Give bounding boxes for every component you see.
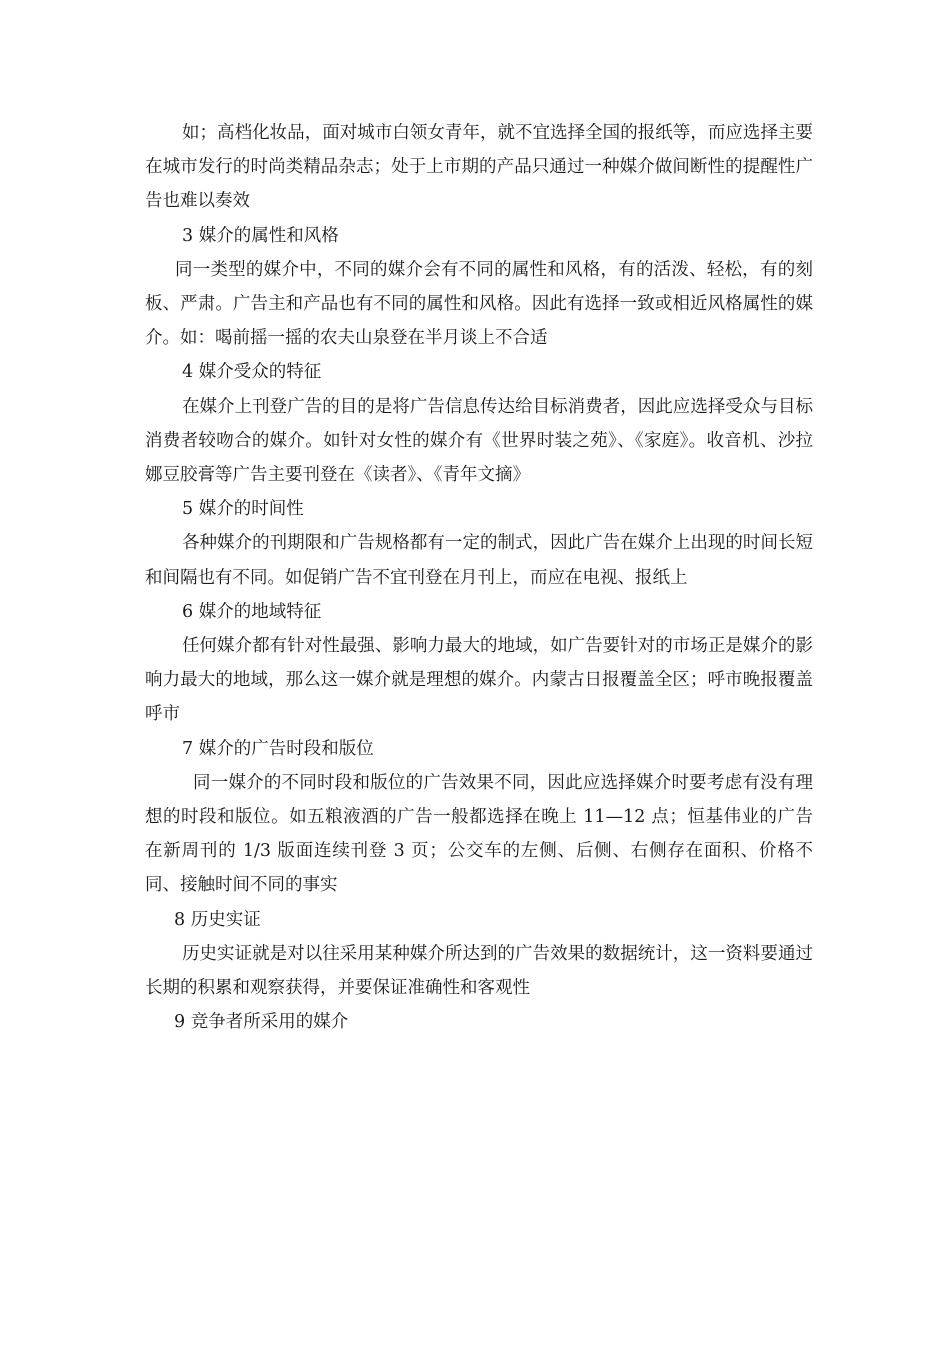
paragraph-audience-features: 在媒介上刊登广告的目的是将广告信息传达给目标消费者，因此应选择受众与目标消费者较吻合的媒介。如针对女性的媒介有《世界时装之苑》、《家庭》。收音机、沙拉娜豆胶膏等广告主要刊登在《读者》、《青年文摘》 <box>145 396 813 486</box>
heading-competitor-media: 9 竞争者所采用的媒介 <box>174 1012 349 1033</box>
heading-regional-features: 6 媒介的地域特征 <box>182 601 322 622</box>
paragraph-historical-evidence: 历史实证就是对以往采用某种媒介所达到的广告效果的数据统计，这一资料要通过长期的积累和观察获得，并要保证准确性和客观性 <box>145 943 813 999</box>
paragraph-media-timing: 各种媒介的刊期限和广告规格都有一定的制式，因此广告在媒介上出现的时间长短和间隔也有不同。如促销广告不宜刊登在月刊上，而应在电视、报纸上 <box>145 533 813 588</box>
heading-media-attributes: 3 媒介的属性和风格 <box>182 225 339 246</box>
heading-historical-evidence: 8 历史实证 <box>174 909 261 930</box>
heading-media-timing: 5 媒介的时间性 <box>182 499 304 520</box>
paragraph-time-slot-position: 同一媒介的不同时段和版位的广告效果不同，因此应选择媒介时要考虑有没有理想的时段和版位。如五粮液酒的广告一般都选择在晚上 11—12 点；恒基伟业的广告在新周刊的 1/3 版面连续刊登 3 页；公交车的左侧、后侧、右侧存在面积、价格不同、接触时间不同的事实 <box>145 772 813 896</box>
paragraph-media-attributes: 同一类型的媒介中，不同的媒介会有不同的属性和风格，有的活泼、轻松，有的刻板、严肃。广告主和产品也有不同的属性和风格。因此有选择一致或相近风格属性的媒介。如：喝前摇一摇的农夫山泉登在半月谈上不合适 <box>145 259 813 349</box>
paragraph-cosmetics-example: 如；高档化妆品，面对城市白领女青年，就不宜选择全国的报纸等，而应选择主要在城市发行的时尚类精品杂志；处于上市期的产品只通过一种媒介做间断性的提醒性广告也难以奏效 <box>145 123 813 212</box>
heading-audience-features: 4 媒介受众的特征 <box>182 362 322 383</box>
document-body <box>145 116 813 1039</box>
paragraph-regional-features: 任何媒介都有针对性最强、影响力最大的地域，如广告要针对的市场正是媒介的影响力最大的地域，那么这一媒介就是理想的媒介。内蒙古日报覆盖全区；呼市晚报覆盖呼市 <box>145 636 813 725</box>
heading-time-slot-position: 7 媒介的广告时段和版位 <box>182 738 374 759</box>
